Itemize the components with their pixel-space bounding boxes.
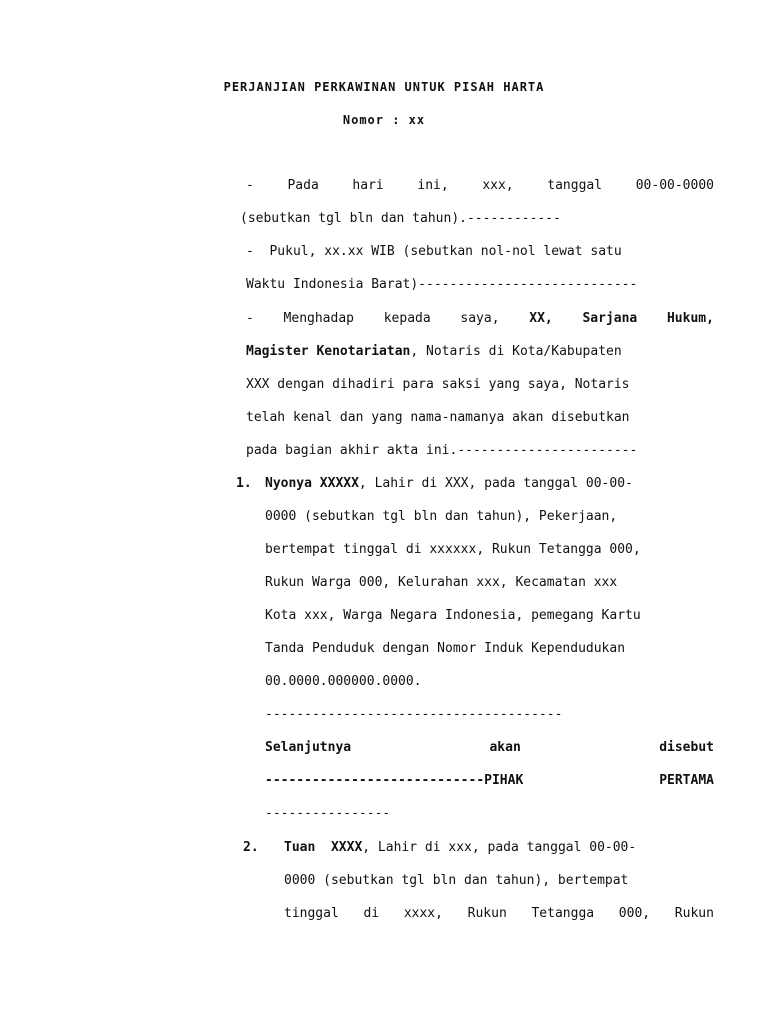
para3-line1: [246, 311, 714, 327]
para3-line3: XXX dengan dihadiri para saksi yang saya, Notaris: [246, 377, 630, 392]
notary-title-word: Hukum,: [666, 311, 714, 326]
party1-line1-rest: , Lahir di XXX, pada tanggal 00-00-: [358, 476, 633, 491]
para3-line5: pada bagian akhir akta ini.-----------------------: [246, 443, 638, 458]
document-number: Nomor : xx: [342, 113, 426, 127]
party1-line2: 0000 (sebutkan tgl bln dan tahun), Pekerjaan,: [265, 509, 618, 524]
para1-word: 00-00-0000: [635, 178, 714, 193]
party1-line1: [265, 476, 633, 492]
para3-line2-rest: , Notaris di Kota/Kabupaten: [410, 344, 622, 359]
notary-name: XX,: [529, 311, 553, 326]
party2-number: 2.: [243, 840, 259, 855]
pertama-word: PERTAMA: [659, 773, 714, 788]
party2-word: tinggal: [284, 906, 339, 921]
para1-word: -: [246, 178, 254, 193]
party2-word: di: [363, 906, 380, 921]
party2-word: xxxx,: [403, 906, 443, 921]
para1-word: ini,: [417, 178, 449, 193]
party1-line7: 00.0000.000000.0000.: [265, 674, 422, 689]
party1-line4: Rukun Warga 000, Kelurahan xxx, Kecamatan xxx: [265, 575, 618, 590]
para3-word: saya,: [460, 311, 500, 326]
para1-line2: (sebutkan tgl bln dan tahun).------------: [240, 211, 561, 226]
para3-word: Menghadap: [283, 311, 354, 326]
pihak-word: ----------------------------PIHAK: [265, 773, 524, 788]
party2-word: Tetangga: [531, 906, 595, 921]
party2-line3: [284, 906, 714, 922]
party1-name: Nyonya XXXXX: [265, 476, 359, 491]
para3-line2: [246, 344, 622, 360]
para1-word: hari: [352, 178, 384, 193]
party2-line2: 0000 (sebutkan tgl bln dan tahun), bertempat: [284, 873, 629, 888]
selanjutnya-word: akan: [489, 740, 521, 755]
party2-name: Tuan XXXX: [284, 840, 363, 855]
party1-line3: bertempat tinggal di xxxxxx, Rukun Tetangga 000,: [265, 542, 641, 557]
party1-line11: ----------------: [265, 806, 391, 821]
para3-word: kepada: [383, 311, 431, 326]
party2-line1-rest: , Lahir di xxx, pada tanggal 00-00-: [362, 840, 637, 855]
party2-word: Rukun: [674, 906, 714, 921]
notary-degree: Magister Kenotariatan: [246, 344, 411, 359]
document-title: PERJANJIAN PERKAWINAN UNTUK PISAH HARTA: [223, 80, 545, 94]
para1-word: Pada: [287, 178, 319, 193]
party1-line6: Tanda Penduduk dengan Nomor Induk Kependudukan: [265, 641, 626, 656]
party1-pihak-pertama-line: [265, 773, 714, 789]
party1-line8: --------------------------------------: [265, 707, 563, 722]
notary-title-word: Sarjana: [582, 311, 638, 326]
party1-number: 1.: [236, 476, 252, 491]
para3-word: -: [246, 311, 254, 326]
party1-line5: Kota xxx, Warga Negara Indonesia, pemegang Kartu: [265, 608, 641, 623]
para1-line1: [246, 178, 714, 194]
party2-line1: [284, 840, 636, 856]
para2-line2: Waktu Indonesia Barat)----------------------------: [246, 277, 638, 292]
para3-line4: telah kenal dan yang nama-namanya akan disebutkan: [246, 410, 630, 425]
selanjutnya-word: disebut: [659, 740, 714, 755]
para1-word: tanggal: [547, 178, 603, 193]
party2-word: Rukun: [467, 906, 507, 921]
para1-word: xxx,: [482, 178, 514, 193]
para2-line1: - Pukul, xx.xx WIB (sebutkan nol-nol lewat satu: [246, 244, 622, 259]
party2-word: 000,: [618, 906, 651, 921]
party1-selanjutnya-line: [265, 740, 714, 756]
selanjutnya-word: Selanjutnya: [265, 740, 352, 755]
